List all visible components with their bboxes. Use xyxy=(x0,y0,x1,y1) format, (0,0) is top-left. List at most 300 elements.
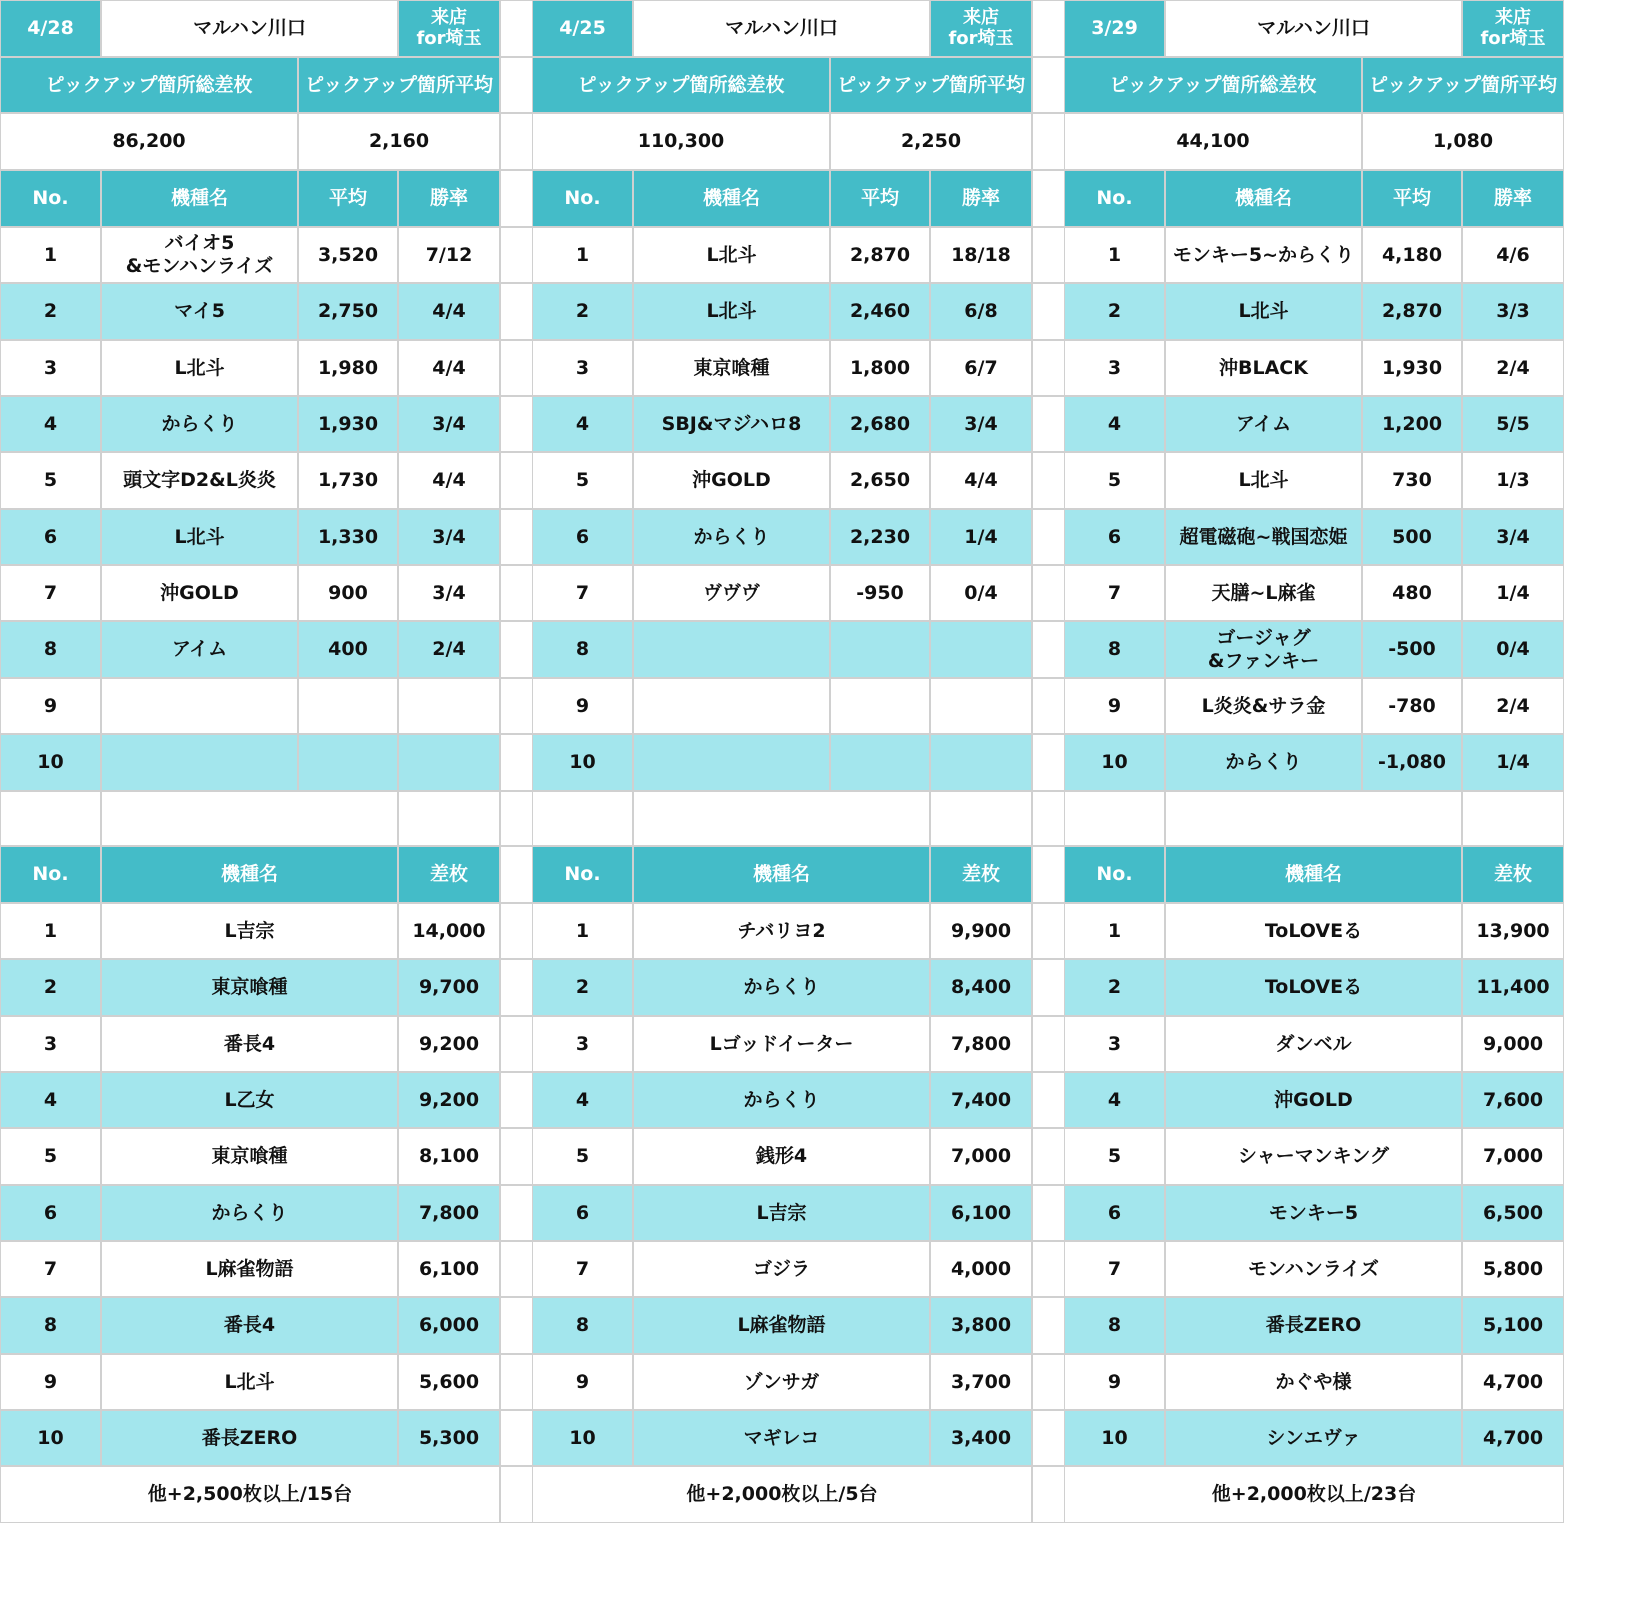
top-machine-name: かぐや様 xyxy=(1165,1354,1462,1410)
gap-cell xyxy=(1032,1185,1066,1241)
gap-cell xyxy=(1032,227,1066,283)
rank-average: 400 xyxy=(298,621,398,678)
gap-cell xyxy=(1032,1241,1066,1297)
gap-cell xyxy=(500,1410,534,1466)
gap-cell xyxy=(500,734,534,791)
rank-no: 1 xyxy=(532,227,633,283)
rank-machine-name: 沖GOLD xyxy=(101,565,298,621)
rank-win-rate: 0/4 xyxy=(930,565,1032,621)
date-cell: 3/29 xyxy=(1064,0,1165,57)
rank-win-rate xyxy=(930,734,1032,791)
gap-cell xyxy=(1032,678,1066,734)
rank-no: 3 xyxy=(532,340,633,396)
gap-cell xyxy=(1032,734,1066,791)
spacer-cell xyxy=(1165,791,1462,846)
gap-cell xyxy=(500,846,534,903)
gap-cell xyxy=(1032,113,1066,170)
top-machine-name: からくり xyxy=(633,1072,930,1128)
top-no: 10 xyxy=(532,1410,633,1466)
rank-win-rate: 3/4 xyxy=(398,509,500,565)
spacer-cell xyxy=(532,791,633,846)
gap-cell xyxy=(500,621,534,678)
rank-average: 4,180 xyxy=(1362,227,1462,283)
top-diff: 3,400 xyxy=(930,1410,1032,1466)
gap-cell xyxy=(500,452,534,509)
top-machine-name: モンキー5 xyxy=(1165,1185,1462,1241)
top-diff: 4,000 xyxy=(930,1241,1032,1297)
top-no: 5 xyxy=(0,1128,101,1185)
rank-no: 10 xyxy=(0,734,101,791)
top-diff: 8,100 xyxy=(398,1128,500,1185)
gap-cell xyxy=(1032,340,1066,396)
rank-machine-name xyxy=(633,734,830,791)
rank-win-rate xyxy=(930,621,1032,678)
rank-no: 8 xyxy=(532,621,633,678)
rank-win-rate: 7/12 xyxy=(398,227,500,283)
gap-cell xyxy=(500,509,534,565)
top-no: 8 xyxy=(1064,1297,1165,1354)
gap-cell xyxy=(500,227,534,283)
gap-cell xyxy=(500,0,534,57)
top-diff: 7,800 xyxy=(930,1016,1032,1072)
pickup-total-value: 44,100 xyxy=(1064,113,1362,170)
rank-machine-name: 頭文字D2&L炎炎 xyxy=(101,452,298,509)
top-diff: 9,900 xyxy=(930,903,1032,959)
gap-cell xyxy=(500,283,534,340)
gap-cell xyxy=(500,1241,534,1297)
pickup-avg-label: ピックアップ箇所平均 xyxy=(1362,57,1564,113)
top-no: 6 xyxy=(1064,1185,1165,1241)
rank-no: 4 xyxy=(532,396,633,452)
gap-cell xyxy=(500,959,534,1016)
top-diff: 9,200 xyxy=(398,1016,500,1072)
top-machine-name: L麻雀物語 xyxy=(633,1297,930,1354)
top-diff: 9,000 xyxy=(1462,1016,1564,1072)
rank-header-avg: 平均 xyxy=(1362,170,1462,227)
rank-no: 3 xyxy=(0,340,101,396)
rank-average: -950 xyxy=(830,565,930,621)
top-no: 7 xyxy=(1064,1241,1165,1297)
spacer-cell xyxy=(101,791,398,846)
gap-cell xyxy=(1032,621,1066,678)
rank-average xyxy=(830,621,930,678)
top-no: 1 xyxy=(1064,903,1165,959)
gap-cell xyxy=(500,1466,534,1523)
rank-win-rate: 4/4 xyxy=(398,283,500,340)
rank-win-rate: 3/4 xyxy=(930,396,1032,452)
top-diff: 4,700 xyxy=(1462,1354,1564,1410)
top-diff: 6,100 xyxy=(398,1241,500,1297)
rank-average: -780 xyxy=(1362,678,1462,734)
top-machine-name: L乙女 xyxy=(101,1072,398,1128)
top-no: 1 xyxy=(0,903,101,959)
rank-machine-name: からくり xyxy=(101,396,298,452)
rank-no: 4 xyxy=(1064,396,1165,452)
top-no: 6 xyxy=(0,1185,101,1241)
rank-average xyxy=(298,678,398,734)
spacer-cell xyxy=(1064,791,1165,846)
top-header-name: 機種名 xyxy=(633,846,930,903)
rank-header-no: No. xyxy=(0,170,101,227)
rank-no: 8 xyxy=(1064,621,1165,678)
rank-machine-name: ヴヴヴ xyxy=(633,565,830,621)
rank-average: 2,680 xyxy=(830,396,930,452)
spacer-cell xyxy=(1462,791,1564,846)
rank-average: 730 xyxy=(1362,452,1462,509)
rank-win-rate: 4/4 xyxy=(930,452,1032,509)
gap-cell xyxy=(500,678,534,734)
rank-average: 2,750 xyxy=(298,283,398,340)
top-machine-name: L吉宗 xyxy=(101,903,398,959)
footer-note: 他+2,000枚以上/23台 xyxy=(1064,1466,1564,1523)
gap-cell xyxy=(500,57,534,113)
top-machine-name: 東京喰種 xyxy=(101,959,398,1016)
store-name: マルハン川口 xyxy=(633,0,930,57)
top-diff: 6,500 xyxy=(1462,1185,1564,1241)
rank-no: 7 xyxy=(532,565,633,621)
store-name: マルハン川口 xyxy=(1165,0,1462,57)
top-machine-name: ゴジラ xyxy=(633,1241,930,1297)
gap-cell xyxy=(500,113,534,170)
rank-no: 6 xyxy=(1064,509,1165,565)
rank-win-rate: 3/3 xyxy=(1462,283,1564,340)
rank-average: 2,230 xyxy=(830,509,930,565)
rank-machine-name: L北斗 xyxy=(101,509,298,565)
gap-cell xyxy=(500,791,534,846)
rank-no: 9 xyxy=(0,678,101,734)
footer-note: 他+2,000枚以上/5台 xyxy=(532,1466,1032,1523)
rank-average: 3,520 xyxy=(298,227,398,283)
gap-cell xyxy=(1032,283,1066,340)
rank-average xyxy=(298,734,398,791)
panel-gap xyxy=(1032,0,1066,1606)
rank-win-rate: 1/4 xyxy=(930,509,1032,565)
gap-cell xyxy=(1032,1354,1066,1410)
panel-gap xyxy=(500,0,534,1606)
rank-no: 3 xyxy=(1064,340,1165,396)
rank-win-rate: 4/6 xyxy=(1462,227,1564,283)
top-no: 5 xyxy=(1064,1128,1165,1185)
top-machine-name: シャーマンキング xyxy=(1165,1128,1462,1185)
gap-cell xyxy=(500,1354,534,1410)
top-machine-name: ToLOVEる xyxy=(1165,903,1462,959)
top-machine-name: マギレコ xyxy=(633,1410,930,1466)
gap-cell xyxy=(500,170,534,227)
rank-no: 4 xyxy=(0,396,101,452)
gap-cell xyxy=(1032,903,1066,959)
top-no: 9 xyxy=(532,1354,633,1410)
top-diff: 5,300 xyxy=(398,1410,500,1466)
gap-cell xyxy=(500,1297,534,1354)
rank-no: 9 xyxy=(532,678,633,734)
pickup-avg-label: ピックアップ箇所平均 xyxy=(298,57,500,113)
gap-cell xyxy=(1032,1297,1066,1354)
rank-win-rate xyxy=(398,734,500,791)
date-cell: 4/28 xyxy=(0,0,101,57)
gap-cell xyxy=(1032,170,1066,227)
pickup-total-label: ピックアップ箇所総差枚 xyxy=(532,57,830,113)
gap-cell xyxy=(500,903,534,959)
rank-average: 900 xyxy=(298,565,398,621)
top-header-name: 機種名 xyxy=(1165,846,1462,903)
rank-machine-name: L北斗 xyxy=(633,227,830,283)
gap-cell xyxy=(1032,1072,1066,1128)
gap-cell xyxy=(1032,1466,1066,1523)
gap-cell xyxy=(1032,959,1066,1016)
rank-win-rate xyxy=(398,678,500,734)
rank-average: 1,930 xyxy=(298,396,398,452)
rank-no: 1 xyxy=(1064,227,1165,283)
rank-win-rate: 6/8 xyxy=(930,283,1032,340)
rank-average: 2,870 xyxy=(1362,283,1462,340)
top-diff: 8,400 xyxy=(930,959,1032,1016)
panel-4-25 xyxy=(532,0,1032,1606)
pickup-avg-value: 2,160 xyxy=(298,113,500,170)
gap-cell xyxy=(1032,57,1066,113)
rank-win-rate: 2/4 xyxy=(1462,340,1564,396)
top-machine-name: ToLOVEる xyxy=(1165,959,1462,1016)
rank-machine-name: 沖BLACK xyxy=(1165,340,1362,396)
rank-header-avg: 平均 xyxy=(830,170,930,227)
top-header-no: No. xyxy=(1064,846,1165,903)
rank-header-win: 勝率 xyxy=(930,170,1032,227)
spacer-cell xyxy=(930,791,1032,846)
top-diff: 11,400 xyxy=(1462,959,1564,1016)
rank-win-rate: 6/7 xyxy=(930,340,1032,396)
gap-cell xyxy=(1032,1128,1066,1185)
top-no: 10 xyxy=(1064,1410,1165,1466)
top-no: 2 xyxy=(532,959,633,1016)
gap-cell xyxy=(1032,0,1066,57)
gap-cell xyxy=(1032,509,1066,565)
top-machine-name: 番長4 xyxy=(101,1016,398,1072)
rank-average: 480 xyxy=(1362,565,1462,621)
rank-machine-name: 天膳~L麻雀 xyxy=(1165,565,1362,621)
pickup-avg-value: 1,080 xyxy=(1362,113,1564,170)
gap-cell xyxy=(1032,396,1066,452)
rank-machine-name: L北斗 xyxy=(1165,452,1362,509)
gap-cell xyxy=(500,1185,534,1241)
rank-no: 6 xyxy=(532,509,633,565)
rank-win-rate: 3/4 xyxy=(1462,509,1564,565)
top-no: 9 xyxy=(0,1354,101,1410)
top-no: 1 xyxy=(532,903,633,959)
rank-machine-name: バイオ5 &モンハンライズ xyxy=(101,227,298,283)
rank-machine-name: L北斗 xyxy=(1165,283,1362,340)
top-machine-name: 番長ZERO xyxy=(1165,1297,1462,1354)
top-diff: 9,700 xyxy=(398,959,500,1016)
rank-no: 2 xyxy=(1064,283,1165,340)
panel-4-28 xyxy=(0,0,500,1606)
rank-machine-name: L炎炎&サラ金 xyxy=(1165,678,1362,734)
rank-win-rate: 1/4 xyxy=(1462,734,1564,791)
gap-cell xyxy=(500,340,534,396)
gap-cell xyxy=(1032,846,1066,903)
rank-average xyxy=(830,734,930,791)
pickup-total-value: 86,200 xyxy=(0,113,298,170)
top-machine-name: L吉宗 xyxy=(633,1185,930,1241)
rank-no: 7 xyxy=(1064,565,1165,621)
rank-average: -1,080 xyxy=(1362,734,1462,791)
rank-header-name: 機種名 xyxy=(633,170,830,227)
top-no: 7 xyxy=(532,1241,633,1297)
gap-cell xyxy=(1032,452,1066,509)
rank-average: 1,800 xyxy=(830,340,930,396)
top-machine-name: 東京喰種 xyxy=(101,1128,398,1185)
top-diff: 3,700 xyxy=(930,1354,1032,1410)
top-diff: 6,100 xyxy=(930,1185,1032,1241)
rank-average: 2,460 xyxy=(830,283,930,340)
top-machine-name: L北斗 xyxy=(101,1354,398,1410)
rank-no: 10 xyxy=(532,734,633,791)
top-machine-name: ゾンサガ xyxy=(633,1354,930,1410)
top-diff: 14,000 xyxy=(398,903,500,959)
top-machine-name: からくり xyxy=(101,1185,398,1241)
pickup-avg-label: ピックアップ箇所平均 xyxy=(830,57,1032,113)
rank-win-rate: 18/18 xyxy=(930,227,1032,283)
rank-win-rate: 4/4 xyxy=(398,340,500,396)
rank-no: 6 xyxy=(0,509,101,565)
rank-no: 9 xyxy=(1064,678,1165,734)
spacer-cell xyxy=(633,791,930,846)
rank-machine-name: L北斗 xyxy=(633,283,830,340)
panel-3-29 xyxy=(1064,0,1564,1606)
rank-header-win: 勝率 xyxy=(398,170,500,227)
rank-average: 2,870 xyxy=(830,227,930,283)
top-header-no: No. xyxy=(0,846,101,903)
rank-no: 8 xyxy=(0,621,101,678)
footer-note: 他+2,500枚以上/15台 xyxy=(0,1466,500,1523)
rank-no: 7 xyxy=(0,565,101,621)
rank-machine-name xyxy=(101,734,298,791)
spacer-cell xyxy=(398,791,500,846)
rank-average xyxy=(830,678,930,734)
rank-win-rate: 2/4 xyxy=(398,621,500,678)
rank-header-name: 機種名 xyxy=(101,170,298,227)
rank-no: 5 xyxy=(1064,452,1165,509)
top-no: 8 xyxy=(532,1297,633,1354)
rank-machine-name: マイ5 xyxy=(101,283,298,340)
rank-machine-name xyxy=(101,678,298,734)
top-header-name: 機種名 xyxy=(101,846,398,903)
rank-average: 500 xyxy=(1362,509,1462,565)
gap-cell xyxy=(1032,1410,1066,1466)
top-no: 9 xyxy=(1064,1354,1165,1410)
top-machine-name: 沖GOLD xyxy=(1165,1072,1462,1128)
top-header-diff: 差枚 xyxy=(1462,846,1564,903)
rank-header-name: 機種名 xyxy=(1165,170,1362,227)
rank-header-no: No. xyxy=(1064,170,1165,227)
rank-no: 2 xyxy=(0,283,101,340)
rank-average: 1,330 xyxy=(298,509,398,565)
rank-machine-name: からくり xyxy=(633,509,830,565)
rank-machine-name: 東京喰種 xyxy=(633,340,830,396)
pickup-avg-value: 2,250 xyxy=(830,113,1032,170)
top-no: 2 xyxy=(1064,959,1165,1016)
top-diff: 9,200 xyxy=(398,1072,500,1128)
rank-win-rate xyxy=(930,678,1032,734)
rank-average: 1,200 xyxy=(1362,396,1462,452)
rank-header-no: No. xyxy=(532,170,633,227)
top-machine-name: ダンベル xyxy=(1165,1016,1462,1072)
rank-no: 1 xyxy=(0,227,101,283)
gap-cell xyxy=(500,1072,534,1128)
visit-tag: 来店 for埼玉 xyxy=(1462,0,1564,57)
top-machine-name: Lゴッドイーター xyxy=(633,1016,930,1072)
top-machine-name: チバリヨ2 xyxy=(633,903,930,959)
top-header-diff: 差枚 xyxy=(398,846,500,903)
gap-cell xyxy=(500,1128,534,1185)
top-machine-name: 番長ZERO xyxy=(101,1410,398,1466)
top-no: 4 xyxy=(1064,1072,1165,1128)
top-no: 10 xyxy=(0,1410,101,1466)
top-diff: 6,000 xyxy=(398,1297,500,1354)
rank-machine-name: SBJ&マジハロ8 xyxy=(633,396,830,452)
top-no: 4 xyxy=(0,1072,101,1128)
top-no: 6 xyxy=(532,1185,633,1241)
top-diff: 13,900 xyxy=(1462,903,1564,959)
top-no: 5 xyxy=(532,1128,633,1185)
rank-no: 5 xyxy=(532,452,633,509)
rank-machine-name xyxy=(633,621,830,678)
date-cell: 4/25 xyxy=(532,0,633,57)
rank-average: 2,650 xyxy=(830,452,930,509)
visit-tag: 来店 for埼玉 xyxy=(930,0,1032,57)
rank-no: 2 xyxy=(532,283,633,340)
top-diff: 5,100 xyxy=(1462,1297,1564,1354)
top-machine-name: L麻雀物語 xyxy=(101,1241,398,1297)
rank-average: -500 xyxy=(1362,621,1462,678)
rank-header-avg: 平均 xyxy=(298,170,398,227)
rank-win-rate: 2/4 xyxy=(1462,678,1564,734)
top-no: 3 xyxy=(1064,1016,1165,1072)
rank-win-rate: 0/4 xyxy=(1462,621,1564,678)
gap-cell xyxy=(500,1016,534,1072)
gap-cell xyxy=(1032,565,1066,621)
top-machine-name: モンハンライズ xyxy=(1165,1241,1462,1297)
top-diff: 7,000 xyxy=(930,1128,1032,1185)
rank-machine-name: ゴージャグ &ファンキー xyxy=(1165,621,1362,678)
store-name: マルハン川口 xyxy=(101,0,398,57)
rank-machine-name: からくり xyxy=(1165,734,1362,791)
gap-cell xyxy=(1032,791,1066,846)
top-diff: 4,700 xyxy=(1462,1410,1564,1466)
visit-tag: 来店 for埼玉 xyxy=(398,0,500,57)
rank-win-rate: 1/3 xyxy=(1462,452,1564,509)
rank-no: 5 xyxy=(0,452,101,509)
pickup-total-label: ピックアップ箇所総差枚 xyxy=(1064,57,1362,113)
top-no: 4 xyxy=(532,1072,633,1128)
rank-header-win: 勝率 xyxy=(1462,170,1564,227)
rank-win-rate: 5/5 xyxy=(1462,396,1564,452)
top-no: 2 xyxy=(0,959,101,1016)
top-no: 8 xyxy=(0,1297,101,1354)
rank-machine-name: 沖GOLD xyxy=(633,452,830,509)
gap-cell xyxy=(500,565,534,621)
rank-no: 10 xyxy=(1064,734,1165,791)
top-machine-name: 番長4 xyxy=(101,1297,398,1354)
rank-machine-name: アイム xyxy=(1165,396,1362,452)
rank-average: 1,730 xyxy=(298,452,398,509)
rank-machine-name: アイム xyxy=(101,621,298,678)
top-diff: 5,600 xyxy=(398,1354,500,1410)
rank-win-rate: 3/4 xyxy=(398,396,500,452)
top-header-diff: 差枚 xyxy=(930,846,1032,903)
top-diff: 7,600 xyxy=(1462,1072,1564,1128)
rank-average: 1,930 xyxy=(1362,340,1462,396)
rank-win-rate: 4/4 xyxy=(398,452,500,509)
pickup-total-value: 110,300 xyxy=(532,113,830,170)
